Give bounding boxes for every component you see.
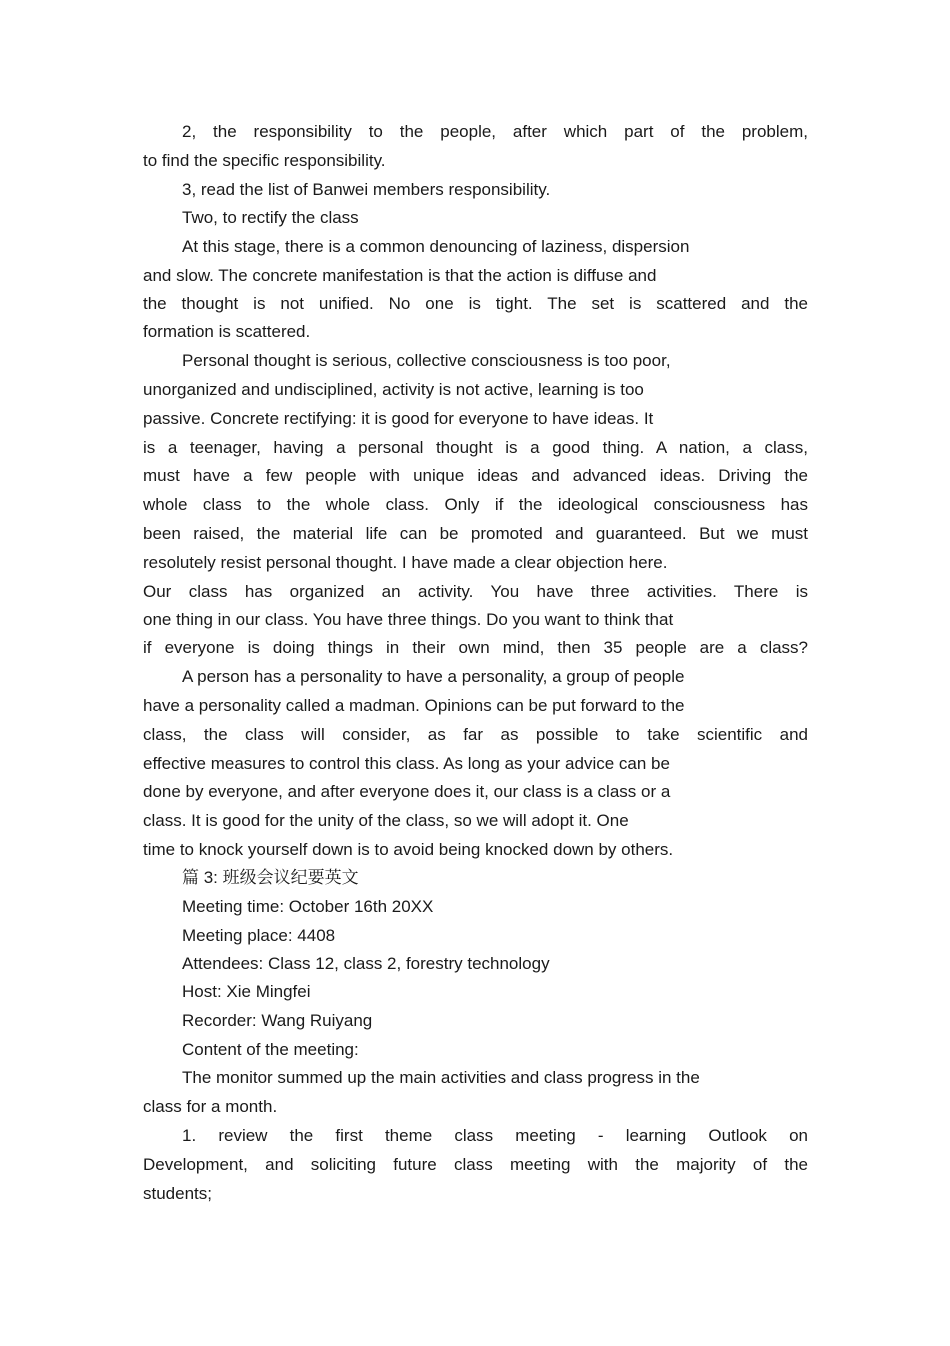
text-line: 3, read the list of Banwei members responsibility. (182, 180, 551, 199)
meeting-attendees: Attendees: Class 12, class 2, forestry technology (182, 954, 550, 973)
text-line: Development, and soliciting future class meeting with the majority of the (143, 1155, 808, 1174)
text-line: is a teenager, having a personal thought is a good thing. A nation, a class, (143, 438, 808, 457)
text-line: class. It is good for the unity of the class, so we will adopt it. One (143, 811, 629, 830)
section-heading: 篇 3: 班级会议纪要英文 (182, 868, 359, 887)
text-line: At this stage, there is a common denouncing of laziness, dispersion (182, 237, 690, 256)
meeting-recorder: Recorder: Wang Ruiyang (182, 1011, 373, 1030)
text-line: Personal thought is serious, collective consciousness is too poor, (182, 351, 671, 370)
text-line: class, the class will consider, as far as possible to take scientific and (143, 725, 808, 744)
meeting-time: Meeting time: October 16th 20XX (182, 897, 434, 916)
text-line: Our class has organized an activity. You have three activities. There is (143, 582, 808, 601)
text-line: formation is scattered. (143, 322, 311, 341)
text-line: A person has a personality to have a personality, a group of people (182, 667, 685, 686)
text-line: done by everyone, and after everyone does it, our class is a class or a (143, 782, 671, 801)
text-line: students; (143, 1184, 212, 1203)
meeting-place: Meeting place: 4408 (182, 926, 336, 945)
text-line: whole class to the whole class. Only if the ideological consciousness has (143, 495, 808, 514)
meeting-content-label: Content of the meeting: (182, 1040, 359, 1059)
text-line: the thought is not unified. No one is tight. The set is scattered and the (143, 294, 808, 313)
text-line: 2, the responsibility to the people, after which part of the problem, (182, 122, 808, 141)
list-item: 1. review the first theme class meeting - learning Outlook on (182, 1126, 808, 1145)
meeting-host: Host: Xie Mingfei (182, 982, 311, 1001)
text-line: passive. Concrete rectifying: it is good for everyone to have ideas. It (143, 409, 654, 428)
text-line: one thing in our class. You have three things. Do you want to think that (143, 610, 674, 629)
text-line: to find the specific responsibility. (143, 151, 386, 170)
text-line: unorganized and undisciplined, activity is not active, learning is too (143, 380, 644, 399)
text-line: must have a few people with unique ideas and advanced ideas. Driving the (143, 466, 808, 485)
text-line: and slow. The concrete manifestation is that the action is diffuse and (143, 266, 657, 285)
section-heading: Two, to rectify the class (182, 208, 359, 227)
text-line: been raised, the material life can be promoted and guaranteed. But we must (143, 524, 808, 543)
text-line: The monitor summed up the main activities and class progress in the (182, 1068, 700, 1087)
text-line: effective measures to control this class. As long as your advice can be (143, 754, 670, 773)
text-line: time to knock yourself down is to avoid being knocked down by others. (143, 840, 674, 859)
text-line: if everyone is doing things in their own mind, then 35 people are a class? (143, 638, 808, 657)
text-line: class for a month. (143, 1097, 278, 1116)
text-line: resolutely resist personal thought. I have made a clear objection here. (143, 553, 668, 572)
text-line: have a personality called a madman. Opinions can be put forward to the (143, 696, 685, 715)
